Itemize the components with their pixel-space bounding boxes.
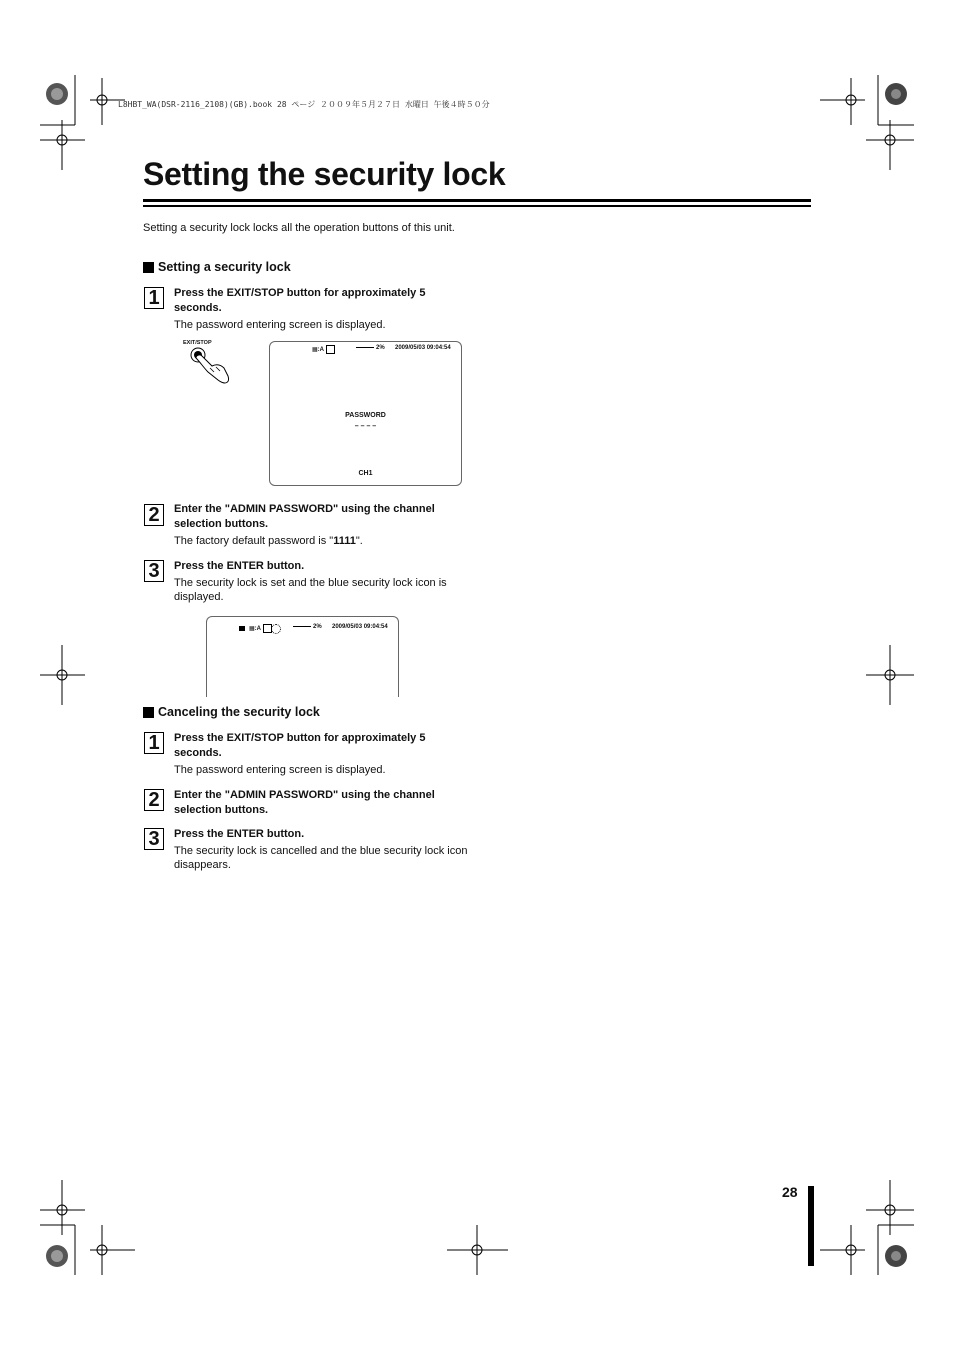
section-square-icon [143,262,154,273]
hdd-percent: 2% [376,345,385,351]
status-icons: ▦:A [312,347,324,353]
locked-screen [206,616,399,697]
step-number: 2 [144,789,164,811]
section-heading-text: Canceling the security lock [158,705,320,719]
security-lock-icon [239,626,245,631]
step-text: The password entering screen is displayed. [174,764,386,776]
hdd-indicator [356,345,385,351]
hdd-indicator [293,624,322,630]
step-text: The security lock is set and the blue security lock icon is displayed. [174,577,447,603]
step-text: The security lock is cancelled and the blue security lock icon disappears. [174,845,468,871]
highlight-ring-icon [271,624,281,634]
hdd-bar [293,626,311,627]
channel-label: CH1 [358,470,373,477]
step-text [174,534,469,548]
step-title: Press the EXIT/STOP button for approximately 5 seconds. [174,287,426,314]
exit-stop-button-illustration [180,340,240,390]
step-number: 1 [144,287,164,309]
password-mask: – – – – [354,423,377,430]
page-title: Setting the security lock [143,156,506,192]
status-icons: ▦:A [249,626,261,632]
section-square-icon [143,707,154,718]
section-heading-canceling [143,705,320,719]
password-label: PASSWORD [345,412,386,419]
screen-datetime: 2009/05/03 09:04:54 [395,345,451,351]
section-heading-setting [143,260,291,274]
title-rule-thick [143,199,811,202]
step-title: Press the ENTER button. [174,828,305,840]
page-number: 28 [782,1184,798,1200]
section-heading-text: Setting a security lock [158,260,291,274]
step-title: Enter the "ADMIN PASSWORD" using the channel selection buttons. [174,789,435,816]
step-text-pre: The factory default password is " [174,535,334,547]
camera-icon [326,345,335,354]
screen-datetime: 2009/05/03 09:04:54 [332,624,388,630]
default-password: 1111 [333,535,356,547]
step-number: 1 [144,732,164,754]
password-screen [269,341,462,486]
hand-press-icon [180,346,240,392]
step-title: Press the ENTER button. [174,560,305,572]
hdd-percent: 2% [313,624,322,630]
step-text-post: ". [355,535,363,547]
step-number: 3 [144,828,164,850]
title-rule-thin [143,205,811,207]
print-header: L8HBT_WA(DSR-2116_2108)(GB).book 28 ページ ２００９年５月２７日 水曜日 午後４時５０分 [118,100,490,109]
step-number: 3 [144,560,164,582]
step-title: Press the EXIT/STOP button for approximately 5 seconds. [174,732,426,759]
intro-paragraph: Setting a security lock locks all the operation buttons of this unit. [143,222,455,234]
exit-stop-label: EXIT/STOP [183,340,212,346]
step-title: Enter the "ADMIN PASSWORD" using the channel selection buttons. [174,503,435,530]
step-number: 2 [144,504,164,526]
page-number-bar [808,1186,814,1266]
hdd-bar [356,347,374,348]
step-text: The password entering screen is displayed. [174,319,386,331]
